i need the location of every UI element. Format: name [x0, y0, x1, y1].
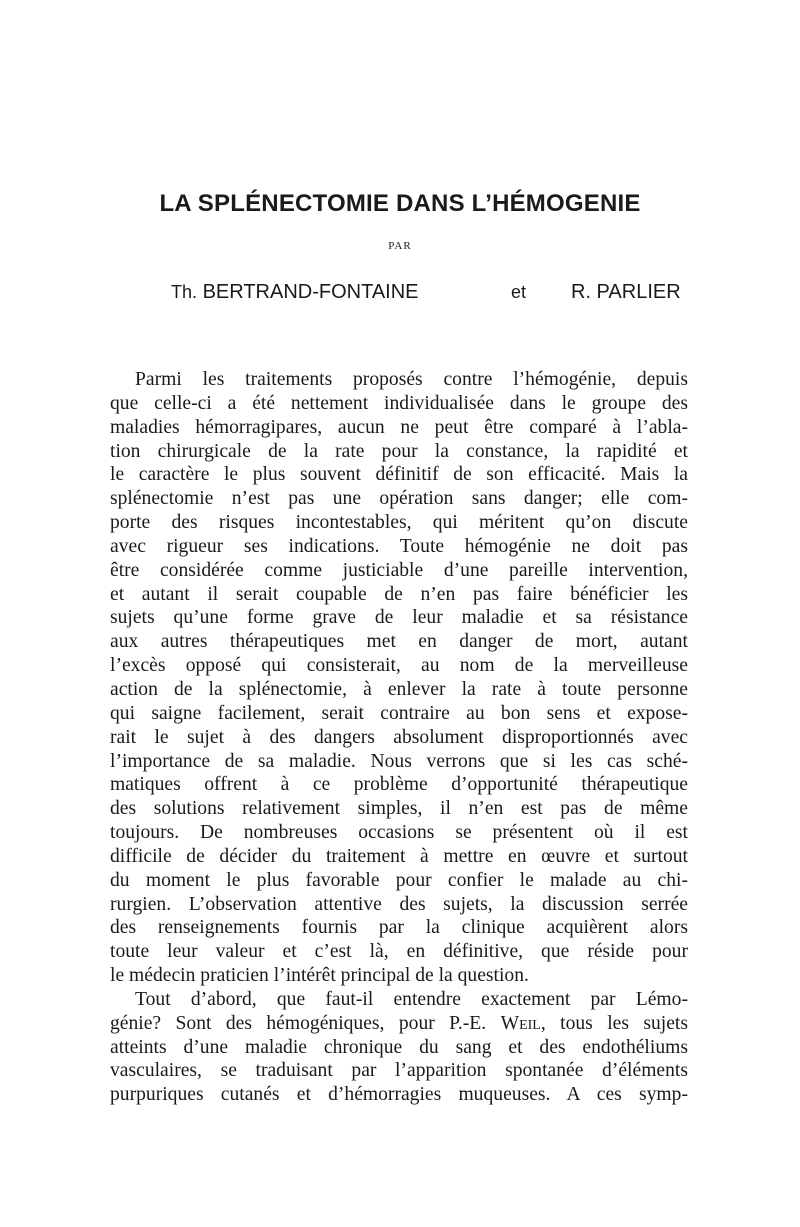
- text-line: toujours. De nombreuses occasions se présentent où il est: [110, 822, 688, 844]
- text-line: qui saigne facilement, serait contraire au bon sens et expose-: [110, 702, 688, 724]
- article-title: LA SPLÉNECTOMIE DANS L’HÉMOGENIE: [159, 190, 641, 217]
- text-fragment: , tous les sujets: [540, 1012, 688, 1034]
- text-line: maladies hémorragipares, aucun ne peut être comparé à l’abla-: [110, 416, 688, 438]
- text-line: l’importance de sa maladie. Nous verrons que si les cas sché-: [110, 750, 688, 772]
- text-line: que celle-ci a été nettement individualisée dans le groupe des: [110, 392, 688, 414]
- second-author: R. PARLIER: [571, 281, 681, 303]
- text-line: [110, 1012, 688, 1036]
- text-line: avec rigueur ses indications. Toute hémogénie ne doit pas: [110, 535, 688, 557]
- text-line: rurgien. L’observation attentive des sujets, la discussion serrée: [110, 893, 688, 915]
- text-line: tion chirurgicale de la rate pour la constance, la rapidité et: [110, 440, 688, 462]
- text-line: Parmi les traitements proposés contre l’hémogénie, depuis: [135, 369, 688, 390]
- text-line: Tout d’abord, que faut-il entendre exactement par Lémo-: [135, 988, 688, 1010]
- author-conjunction: et: [511, 282, 527, 302]
- text-line: difficile de décider du traitement à mettre en œuvre et surtout: [110, 845, 688, 867]
- text-line: matiques offrent à ce problème d’opportunité thérapeutique: [110, 774, 688, 796]
- by-line: PAR: [388, 240, 412, 252]
- text-fragment: génie? Sont des hémogéniques, pour P.-E.: [110, 1012, 501, 1034]
- body-text: [110, 368, 688, 1107]
- text-line: purpuriques cutanés et d’hémorragies muqueuses. A ces symp-: [110, 1084, 688, 1106]
- text-line: aux autres thérapeutiques met en danger de mort, autant: [110, 631, 688, 653]
- text-line: action de la splénectomie, à enlever la rate à toute personne: [110, 678, 688, 700]
- text-line: le caractère le plus souvent définitif de son efficacité. Mais la: [110, 464, 688, 486]
- text-line: des solutions relativement simples, il n’en est pas de même: [110, 798, 688, 820]
- text-line: atteints d’une maladie chronique du sang et des endothéliums: [110, 1036, 688, 1058]
- text-line: rait le sujet à des dangers absolument disproportionnés avec: [110, 726, 688, 748]
- text-line: et autant il serait coupable de n’en pas faire bénéficier les: [110, 583, 688, 605]
- text-line: sujets qu’une forme grave de leur maladie et sa résistance: [110, 607, 688, 629]
- text-line: splénectomie n’est pas une opération sans danger; elle com-: [110, 488, 688, 510]
- author-line: [171, 281, 681, 304]
- first-author-initial: Th.: [171, 282, 198, 302]
- text-line: être considérée comme justiciable d’une pareille intervention,: [110, 559, 688, 581]
- text-line: porte des risques incontestables, qui méritent qu’on discute: [110, 512, 688, 534]
- text-line: des renseignements fournis par la clinique acquièrent alors: [110, 917, 688, 939]
- text-line: l’excès opposé qui consisterait, au nom de la merveilleuse: [110, 655, 688, 677]
- text-line: le médecin praticien l’intérêt principal de la question.: [110, 965, 529, 987]
- first-author: [171, 281, 511, 304]
- first-author-name: BERTRAND-FONTAINE: [202, 281, 419, 303]
- text-line: toute leur valeur et c’est là, en définitive, que réside pour: [110, 941, 688, 963]
- cited-author: Weil: [500, 1012, 541, 1034]
- text-line: vasculaires, se traduisant par l’apparition spontanée d’éléments: [110, 1060, 688, 1082]
- text-line: du moment le plus favorable pour confier le malade au chi-: [110, 869, 688, 891]
